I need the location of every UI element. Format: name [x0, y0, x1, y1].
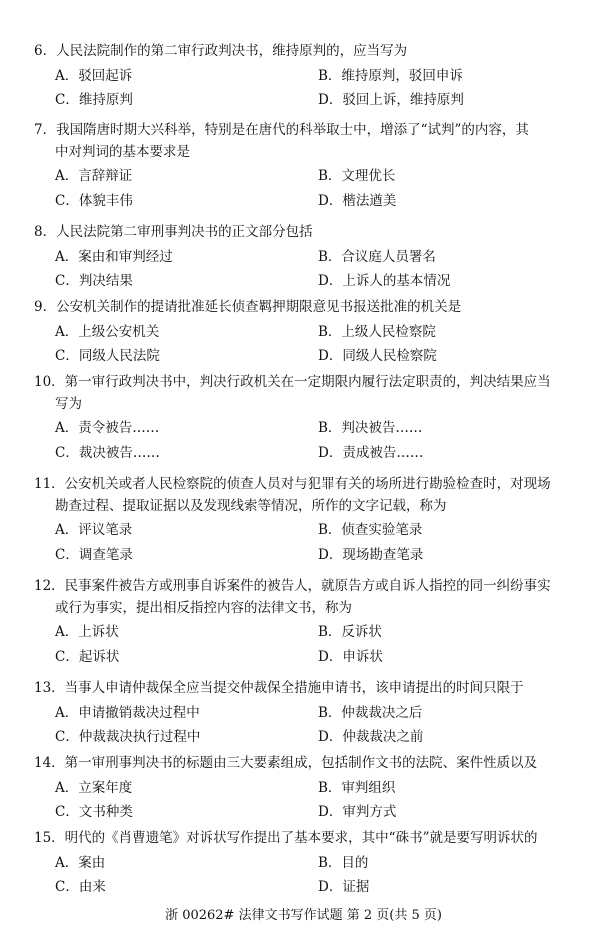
answer-option: A．言辞辩证 [55, 168, 133, 184]
page-footer: 浙 00262# 法律文书写作试题 第 2 页(共 5 页) [165, 908, 442, 923]
answer-option: A．责令被告…… [55, 420, 160, 436]
answer-option: B．审判组织 [318, 779, 396, 796]
answer-option: D．楷法遒美 [318, 192, 397, 209]
question-stem-line: 10．第一审行政判决书中，判决行政机关在一定期限内履行法定职责的，判决结果应当 [34, 374, 551, 390]
answer-option: B．判决被告…… [318, 420, 423, 436]
answer-option: C．裁决被告…… [55, 444, 160, 461]
answer-option: D．责成被告…… [318, 444, 424, 461]
answer-option: A．案由和审判经过 [55, 248, 173, 265]
answer-option: C．同级人民法院 [55, 348, 160, 364]
answer-option: C．仲裁裁决执行过程中 [55, 729, 201, 745]
answer-option: B．合议庭人员署名 [318, 248, 436, 265]
answer-option: B．上级人民检察院 [318, 323, 436, 340]
question-stem-line: 15．明代的《肖曹遗笔》对诉状写作提出了基本要求，其中“硃书”就是要写明诉状的 [34, 830, 538, 846]
question-stem-line: 勘查过程、提取证据以及发现线索等情况，所作的文字记载，称为 [55, 497, 447, 514]
answer-option: C．调查笔录 [55, 546, 133, 563]
question-stem-line: 8．人民法院第二审刑事判决书的正文部分包括 [34, 224, 313, 240]
answer-option: C．维持原判 [55, 92, 133, 108]
question-stem-line: 写为 [55, 395, 82, 412]
answer-option: A．驳回起诉 [55, 67, 133, 84]
question-stem-line: 14．第一审刑事判决书的标题由三大要素组成，包括制作文书的法院、案件性质以及 [34, 755, 538, 771]
answer-option: C．判决结果 [55, 273, 133, 289]
answer-option: B．反诉状 [318, 624, 382, 640]
answer-option: D．现场勘查笔录 [318, 546, 424, 563]
answer-option: B．侦查实验笔录 [318, 522, 423, 538]
answer-option: A．申请撤销裁决过程中 [55, 704, 200, 721]
answer-option: C．体貌丰伟 [55, 192, 133, 209]
answer-option: D．驳回上诉，维持原判 [318, 92, 464, 108]
question-stem-line: 9．公安机关制作的提请批准延长侦查羁押期限意见书报送批准的机关是 [34, 299, 462, 315]
question-stem-line: 或行为事实，提出相反指控内容的法律文书，称为 [55, 599, 352, 616]
answer-option: B．仲裁裁决之后 [318, 704, 423, 721]
question-stem-line: 13．当事人申请仲裁保全应当提交仲裁保全措施申请书，该申请提出的时间只限于 [34, 680, 524, 696]
answer-option: D．同级人民检察院 [318, 348, 437, 364]
question-stem-line: 6．人民法院制作的第二审行政判决书，维持原判的，应当写为 [34, 43, 408, 59]
question-stem-line: 12．民事案件被告方或刑事自诉案件的被告人，就原告方或自诉人指控的同一纠纷事实 [34, 578, 551, 594]
answer-option: B．维持原判，驳回申诉 [318, 67, 463, 84]
question-stem-line: 11．公安机关或者人民检察院的侦查人员对与犯罪有关的场所进行勘验检查时，对现场 [34, 476, 551, 492]
answer-option: B．目的 [318, 854, 369, 871]
answer-option: C．由来 [55, 879, 106, 895]
answer-option: D．证据 [318, 879, 370, 895]
answer-option: A．上级公安机关 [55, 323, 160, 340]
question-stem-line: 7．我国隋唐时期大兴科举，特别是在唐代的科举取士中，增添了“试判”的内容，其 [34, 122, 529, 138]
answer-option: A．上诉状 [55, 624, 119, 640]
answer-option: A．立案年度 [55, 779, 133, 796]
answer-option: D．申诉状 [318, 648, 383, 665]
answer-option: D．仲裁裁决之前 [318, 729, 424, 745]
answer-option: A．评议笔录 [55, 522, 133, 538]
answer-option: B．文理优长 [318, 168, 396, 184]
answer-option: A．案由 [55, 854, 106, 871]
answer-option: D．审判方式 [318, 804, 397, 820]
answer-option: C．起诉状 [55, 648, 120, 665]
answer-option: D．上诉人的基本情况 [318, 273, 451, 289]
question-stem-line: 中对判词的基本要求是 [55, 143, 190, 160]
answer-option: C．文书种类 [55, 804, 133, 820]
